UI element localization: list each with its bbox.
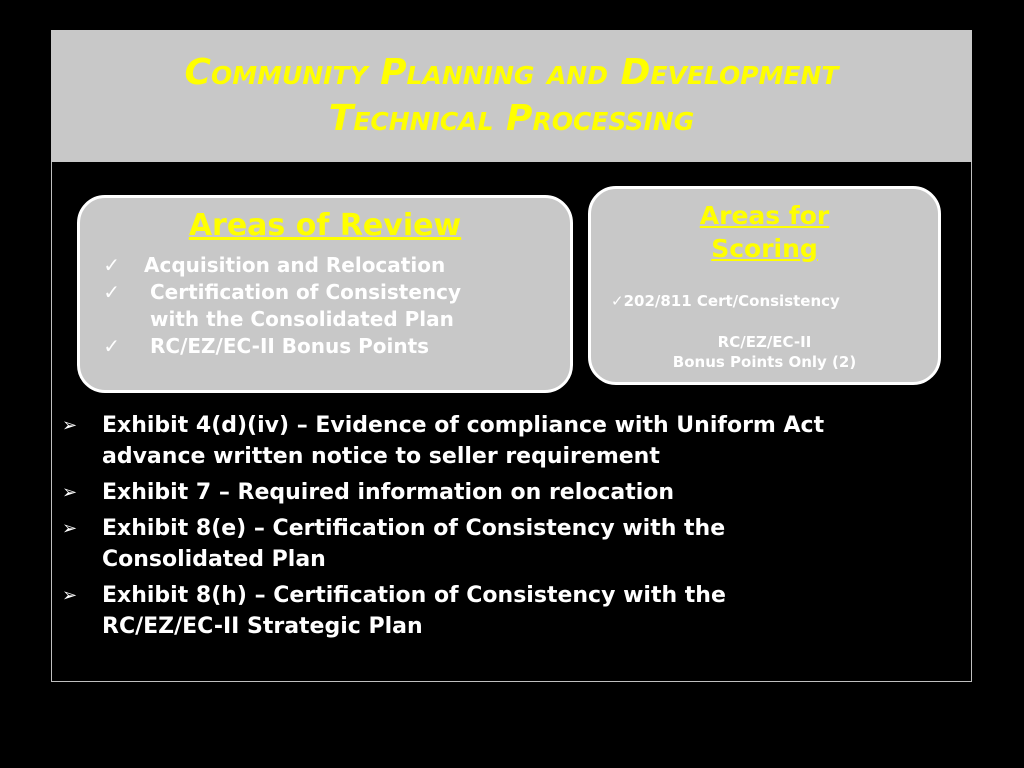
review-item-continuation <box>80 306 570 333</box>
arrow-bullet-icon: ➢ <box>62 585 78 606</box>
scoring-sub-line-1: RC/EZ/EC-II <box>717 333 812 351</box>
review-list <box>80 252 570 360</box>
title-band <box>51 30 972 162</box>
bullet-text-line: Exhibit 8(e) – Certification of Consistency with the <box>102 516 726 541</box>
checkmark-icon: ✓ <box>103 280 120 304</box>
review-item <box>80 333 570 360</box>
slide-title-line-2: Technical Processing <box>328 98 695 139</box>
bullet-text-line: advance written notice to seller requirement <box>102 444 660 469</box>
checkmark-icon: ✓ <box>103 253 120 277</box>
bullet-item <box>60 477 960 508</box>
scoring-heading-line-1: Areas for <box>699 201 830 230</box>
checkmark-icon: ✓ <box>103 334 120 358</box>
review-item <box>80 252 570 279</box>
bullet-item <box>60 580 960 642</box>
review-item-text: Certification of Consistency <box>150 280 462 304</box>
arrow-bullet-icon: ➢ <box>62 415 78 436</box>
scoring-heading-line-2: Scoring <box>711 234 818 263</box>
exhibit-bullet-list <box>60 410 960 647</box>
arrow-bullet-icon: ➢ <box>62 518 78 539</box>
areas-for-scoring-box <box>588 186 941 385</box>
review-item-text: RC/EZ/EC-II Bonus Points <box>150 334 430 358</box>
scoring-item-text: 202/811 Cert/Consistency <box>623 292 840 310</box>
scoring-sub-line-2: Bonus Points Only (2) <box>672 353 857 371</box>
checkmark-icon: ✓ <box>611 292 624 310</box>
areas-of-review-box <box>77 195 573 393</box>
arrow-bullet-icon: ➢ <box>62 482 78 503</box>
review-item-text: Acquisition and Relocation <box>144 253 446 277</box>
bullet-text-line: Exhibit 8(h) – Certification of Consistency with the <box>102 583 726 608</box>
bullet-item <box>60 513 960 575</box>
areas-of-review-heading: Areas of Review <box>188 208 462 243</box>
bullet-text-line: RC/EZ/EC-II Strategic Plan <box>102 614 423 639</box>
areas-for-scoring-heading <box>591 199 938 265</box>
review-item <box>80 279 570 306</box>
review-item-text: with the Consolidated Plan <box>150 307 454 331</box>
bullet-item <box>60 410 960 472</box>
bullet-text-line: Exhibit 4(d)(iv) – Evidence of compliance with Uniform Act <box>102 413 825 438</box>
bullet-text-line: Exhibit 7 – Required information on relocation <box>102 480 675 505</box>
slide-title-line-1: Community Planning and Development <box>184 52 839 93</box>
bullet-text-line: Consolidated Plan <box>102 547 326 572</box>
scoring-item <box>591 291 938 311</box>
